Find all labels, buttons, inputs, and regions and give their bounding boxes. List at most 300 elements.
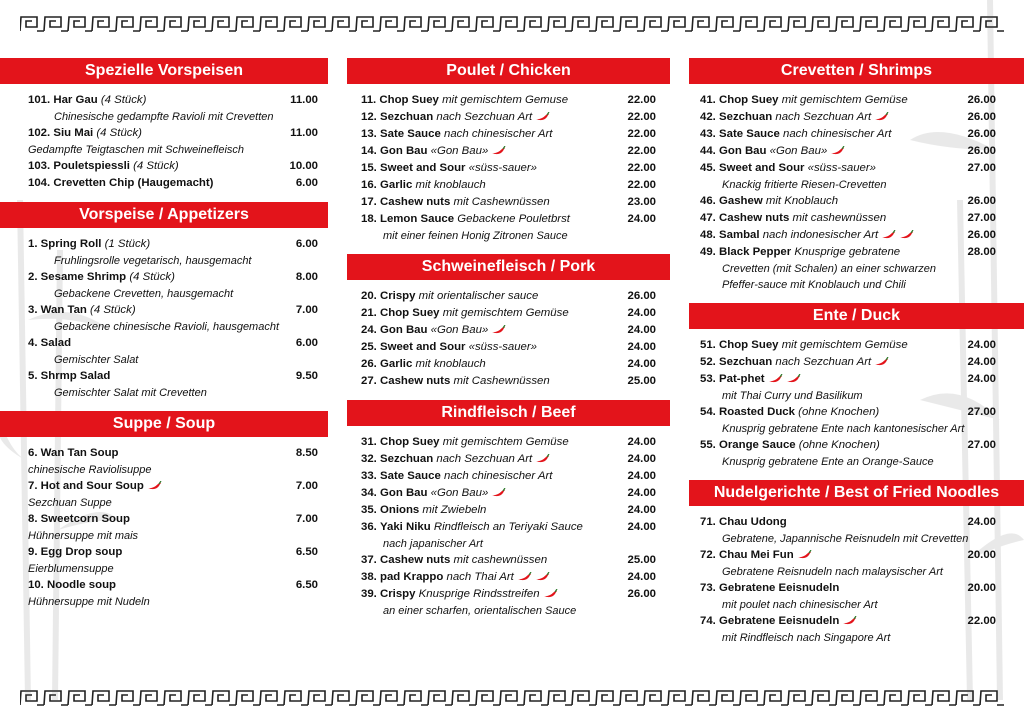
item-price: 24.00 [627, 307, 656, 319]
menu-item [689, 92, 1024, 109]
item-number: 47. [700, 212, 716, 224]
chili-pepper-icon [881, 230, 896, 239]
item-name: Sweetcorn Soup [40, 513, 130, 525]
item-name: Sweet and Sour [380, 162, 466, 174]
item-price: 6.00 [295, 177, 318, 189]
section-header: Poulet / Chicken [347, 58, 670, 84]
item-number: 18. [361, 213, 377, 225]
item-price: 24.00 [627, 436, 656, 448]
menu-item [347, 211, 670, 228]
menu-item [689, 371, 1024, 388]
item-price: 24.00 [627, 487, 656, 499]
item-name: Garlic [380, 358, 413, 370]
item-price: 7.00 [295, 480, 318, 492]
menu-item [689, 244, 1024, 261]
item-price: 7.00 [295, 304, 318, 316]
section-header: Rindfleisch / Beef [347, 400, 670, 426]
item-name: Chop Suey [380, 307, 440, 319]
item-description: «Gon Bau» [769, 145, 828, 157]
item-price: 26.00 [967, 229, 996, 241]
item-name: pad Krappo [380, 571, 444, 583]
menu-item [0, 335, 328, 352]
item-number: 49. [700, 246, 716, 258]
item-description: (4 Stück) [96, 127, 142, 139]
item-description: mit gemischtem Gemüse [781, 94, 908, 106]
menu-item [689, 227, 1024, 244]
item-price: 22.00 [627, 179, 656, 191]
item-price: 26.00 [627, 588, 656, 600]
item-subdescription: Fruhlingsrolle vegetarisch, hausgemacht [54, 255, 252, 267]
item-name: Lemon Sauce [380, 213, 455, 225]
item-number: 5. [28, 370, 38, 382]
section-header: Suppe / Soup [0, 411, 328, 437]
menu-section [347, 254, 670, 390]
item-number: 51. [700, 339, 716, 351]
item-price: 24.00 [627, 504, 656, 516]
item-number: 71. [700, 516, 716, 528]
item-description: Gebackene Pouletbrst [457, 213, 570, 225]
item-subdescription: Knusprig gebratene Ente nach kantonesischer Art [722, 423, 965, 435]
item-description: nach Sezchuan Art [436, 111, 533, 123]
chili-pepper-icon [535, 112, 550, 121]
item-name: Gon Bau [719, 145, 767, 157]
item-name: Chop Suey [719, 339, 779, 351]
item-number: 55. [700, 439, 716, 451]
item-price: 6.50 [295, 579, 318, 591]
item-number: 13. [361, 128, 377, 140]
item-name: Cashew nuts [380, 196, 451, 208]
item-number: 12. [361, 111, 377, 123]
item-name: Orange Sauce [719, 439, 796, 451]
chili-pepper-icon [874, 112, 889, 121]
item-description: nach chinesischer Art [443, 128, 553, 140]
item-price: 24.00 [967, 356, 996, 368]
item-subdescription: Gebratene Reisnudeln nach malaysischer Art [722, 566, 943, 578]
item-price: 22.00 [627, 128, 656, 140]
item-description: (4 Stück) [90, 304, 136, 316]
item-number: 48. [700, 229, 716, 241]
item-number: 43. [700, 128, 716, 140]
item-name: Cashew nuts [380, 554, 451, 566]
item-name: Crevetten Chip (Haugemacht) [53, 177, 214, 189]
item-number: 42. [700, 111, 716, 123]
item-subdescription: Gemischter Salat mit Crevetten [54, 387, 207, 399]
item-name: Black Pepper [719, 246, 792, 258]
menu-section [689, 303, 1024, 470]
menu-section [689, 480, 1024, 646]
item-number: 2. [28, 271, 38, 283]
item-price: 26.00 [967, 145, 996, 157]
menu-item [347, 468, 670, 485]
item-number: 103. [28, 160, 51, 172]
item-name: Chop Suey [719, 94, 779, 106]
menu-item [347, 552, 670, 569]
item-price: 22.00 [627, 111, 656, 123]
item-subdescription: Gedampfte Teigtaschen mit Schweinefleisch [28, 144, 245, 156]
menu-column-1 [0, 58, 328, 620]
menu-item [0, 544, 328, 561]
item-price: 6.00 [295, 337, 318, 349]
item-description: (ohne Knochen) [798, 439, 880, 451]
top-greek-key-border [20, 16, 1004, 32]
item-name: Chau Udong [719, 516, 787, 528]
item-subdescription: Pfeffer-sauce mit Knoblauch und Chili [722, 279, 906, 291]
item-price: 24.00 [627, 470, 656, 482]
menu-item [0, 158, 328, 175]
menu-item [347, 569, 670, 586]
item-number: 54. [700, 406, 716, 418]
menu-item [347, 92, 670, 109]
item-description: mit Zwiebeln [422, 504, 487, 516]
item-number: 41. [700, 94, 716, 106]
item-number: 74. [700, 615, 716, 627]
menu-item [689, 580, 1024, 597]
menu-section [0, 58, 328, 192]
item-price: 8.50 [295, 447, 318, 459]
item-description: mit orientalischer sauce [418, 290, 539, 302]
chili-pepper-icon [147, 481, 162, 490]
item-number: 53. [700, 373, 716, 385]
menu-item [0, 92, 328, 109]
item-number: 11. [361, 94, 377, 106]
menu-item [0, 125, 328, 142]
item-description: mit knoblauch [415, 179, 486, 191]
item-number: 36. [361, 521, 377, 533]
menu-item [347, 288, 670, 305]
item-number: 45. [700, 162, 716, 174]
item-number: 1. [28, 238, 38, 250]
item-description: mit Knoblauch [765, 195, 839, 207]
menu-item [347, 373, 670, 390]
item-name: Chau Mei Fun [719, 549, 794, 561]
menu-column-3 [689, 58, 1024, 656]
item-subdescription: nach japanischer Art [383, 538, 483, 550]
menu-item [0, 269, 328, 286]
item-name: Wan Tan [40, 304, 87, 316]
item-subdescription: Gebackene Crevetten, hausgemacht [54, 288, 234, 300]
item-subdescription: Gemischter Salat [54, 354, 139, 366]
item-price: 20.00 [967, 549, 996, 561]
item-subdescription: Hühnersuppe mit Nudeln [28, 596, 150, 608]
item-description: nach indonesischer Art [762, 229, 879, 241]
chili-pepper-icon [535, 454, 550, 463]
item-number: 46. [700, 195, 716, 207]
item-number: 34. [361, 487, 377, 499]
item-subdescription: mit Thai Curry und Basilikum [722, 390, 863, 402]
menu-item [347, 451, 670, 468]
item-number: 21. [361, 307, 377, 319]
menu-item [347, 502, 670, 519]
item-name: Egg Drop soup [40, 546, 123, 558]
menu-item [689, 126, 1024, 143]
item-name: Crispy [380, 290, 416, 302]
item-price: 26.00 [627, 290, 656, 302]
item-number: 8. [28, 513, 38, 525]
item-name: Cashew nuts [719, 212, 790, 224]
item-subdescription: mit Rindfleisch nach Singapore Art [722, 632, 891, 644]
item-name: Gebratene Eeisnudeln [719, 615, 840, 627]
item-name: Sate Sauce [719, 128, 780, 140]
item-price: 24.00 [627, 324, 656, 336]
bottom-greek-key-border [20, 690, 1004, 706]
item-name: Cashew nuts [380, 375, 451, 387]
item-description: nach chinesischer Art [443, 470, 553, 482]
item-subdescription: Hühnersuppe mit mais [28, 530, 139, 542]
item-subdescription: Gebratene, Japannische Reisnudeln mit Crevetten [722, 533, 969, 545]
menu-item [0, 445, 328, 462]
menu-item [689, 354, 1024, 371]
menu-item [347, 177, 670, 194]
menu-item [347, 485, 670, 502]
menu-item [347, 519, 670, 536]
menu-section [689, 58, 1024, 293]
menu-item [0, 236, 328, 253]
item-price: 11.00 [290, 94, 318, 106]
item-name: Siu Mai [53, 127, 94, 139]
item-price: 20.00 [967, 582, 996, 594]
menu-section [347, 58, 670, 244]
item-price: 8.00 [295, 271, 318, 283]
menu-item [347, 322, 670, 339]
item-name: Yaki Niku [380, 521, 431, 533]
chili-pepper-icon [491, 325, 506, 334]
item-name: Sate Sauce [380, 128, 441, 140]
menu-item [0, 511, 328, 528]
item-number: 7. [28, 480, 38, 492]
item-price: 24.00 [627, 521, 656, 533]
item-price: 26.00 [967, 128, 996, 140]
item-price: 27.00 [967, 212, 996, 224]
item-name: Salad [40, 337, 72, 349]
section-header: Vorspeise / Appetizers [0, 202, 328, 228]
chili-pepper-icon [543, 589, 558, 598]
section-header: Ente / Duck [689, 303, 1024, 329]
item-price: 24.00 [627, 453, 656, 465]
item-price: 28.00 [967, 246, 996, 258]
item-subdescription: Knusprig gebratene Ente an Orange-Sauce [722, 456, 934, 468]
menu-item [347, 109, 670, 126]
item-description: mit cashewnüssen [453, 554, 548, 566]
menu-item [347, 305, 670, 322]
item-number: 16. [361, 179, 377, 191]
item-description: mit gemischtem Gemüse [442, 436, 569, 448]
menu-item [689, 210, 1024, 227]
item-name: Spring Roll [40, 238, 102, 250]
menu-item [347, 160, 670, 177]
item-price: 25.00 [627, 375, 656, 387]
item-name: Sezchuan [380, 453, 434, 465]
menu-item [0, 175, 328, 192]
item-number: 15. [361, 162, 377, 174]
item-price: 24.00 [627, 341, 656, 353]
menu-item [347, 194, 670, 211]
item-description: (1 Stück) [104, 238, 151, 250]
item-description: «süss-sauer» [468, 341, 538, 353]
item-description: nach chinesischer Art [782, 128, 892, 140]
item-name: Chop Suey [380, 436, 440, 448]
item-description: nach Sezchuan Art [775, 111, 872, 123]
section-header: Crevetten / Shrimps [689, 58, 1024, 84]
chili-pepper-icon [797, 550, 812, 559]
item-name: Wan Tan Soup [40, 447, 119, 459]
item-name: Gashew [719, 195, 763, 207]
item-price: 6.50 [295, 546, 318, 558]
item-description: «Gon Bau» [430, 487, 489, 499]
item-subdescription: mit einer feinen Honig Zitronen Sauce [383, 230, 568, 242]
item-number: 14. [361, 145, 377, 157]
item-description: Rindfleisch an Teriyaki Sauce [433, 521, 583, 533]
item-price: 22.00 [627, 145, 656, 157]
item-description: mit cashewnüssen [792, 212, 887, 224]
menu-column-2 [347, 58, 670, 629]
item-name: Crispy [380, 588, 416, 600]
section-header: Nudelgerichte / Best of Fried Noodles [689, 480, 1024, 506]
item-name: Garlic [380, 179, 413, 191]
item-name: Sesame Shrimp [40, 271, 127, 283]
menu-item [347, 126, 670, 143]
menu-item [0, 302, 328, 319]
item-subdescription: Sezchuan Suppe [28, 497, 112, 509]
item-price: 24.00 [627, 358, 656, 370]
item-name: Sezchuan [380, 111, 434, 123]
item-description: mit Cashewnüssen [453, 375, 550, 387]
item-name: Sezchuan [719, 111, 773, 123]
item-description: (4 Stück) [129, 271, 175, 283]
menu-item [0, 478, 328, 495]
item-description: nach Sezchuan Art [436, 453, 533, 465]
item-price: 27.00 [967, 162, 996, 174]
menu-item [689, 143, 1024, 160]
item-description: mit gemischtem Gemuse [442, 94, 569, 106]
item-description: mit knoblauch [415, 358, 486, 370]
item-number: 44. [700, 145, 716, 157]
item-name: Chop Suey [379, 94, 439, 106]
chili-pepper-icon [786, 374, 801, 383]
item-description: «süss-sauer» [468, 162, 538, 174]
menu-item [689, 613, 1024, 630]
item-number: 32. [361, 453, 377, 465]
chili-pepper-icon [491, 146, 506, 155]
item-price: 6.00 [295, 238, 318, 250]
item-description: Knusprige gebratene [794, 246, 901, 258]
item-number: 6. [28, 447, 38, 459]
item-number: 27. [361, 375, 377, 387]
item-number: 26. [361, 358, 377, 370]
chili-pepper-icon [517, 572, 532, 581]
item-name: Sweet and Sour [719, 162, 805, 174]
item-number: 73. [700, 582, 716, 594]
item-number: 25. [361, 341, 377, 353]
item-name: Gon Bau [380, 145, 428, 157]
menu-item [689, 514, 1024, 531]
menu-item [0, 577, 328, 594]
item-price: 10.00 [289, 160, 318, 172]
item-description: «Gon Bau» [430, 324, 489, 336]
item-subdescription: Gebackene chinesische Ravioli, hausgemacht [54, 321, 280, 333]
item-price: 26.00 [967, 195, 996, 207]
menu-item [347, 434, 670, 451]
item-price: 24.00 [627, 571, 656, 583]
item-subdescription: Knackig fritierte Riesen-Crevetten [722, 179, 887, 191]
menu-item [347, 143, 670, 160]
item-description: mit Cashewnüssen [453, 196, 550, 208]
item-description: mit gemischtem Gemüse [442, 307, 569, 319]
item-price: 25.00 [627, 554, 656, 566]
item-number: 3. [28, 304, 38, 316]
item-price: 7.00 [295, 513, 318, 525]
item-name: Gebratene Eeisnudeln [719, 582, 840, 594]
item-number: 52. [700, 356, 716, 368]
item-price: 27.00 [967, 439, 996, 451]
item-price: 24.00 [967, 339, 996, 351]
item-description: «süss-sauer» [807, 162, 877, 174]
item-price: 24.00 [967, 516, 996, 528]
item-name: Sezchuan [719, 356, 773, 368]
item-name: Sweet and Sour [380, 341, 466, 353]
item-price: 23.00 [627, 196, 656, 208]
item-number: 39. [361, 588, 377, 600]
item-number: 4. [28, 337, 38, 349]
item-number: 72. [700, 549, 716, 561]
menu-item [689, 337, 1024, 354]
chili-pepper-icon [491, 488, 506, 497]
menu-item [689, 160, 1024, 177]
menu-section [347, 400, 670, 619]
item-price: 27.00 [967, 406, 996, 418]
chili-pepper-icon [768, 374, 783, 383]
item-number: 104. [28, 177, 51, 189]
item-description: «Gon Bau» [430, 145, 489, 157]
chili-pepper-icon [899, 230, 914, 239]
menu-item [347, 356, 670, 373]
item-name: Gon Bau [380, 487, 428, 499]
item-name: Har Gau [53, 94, 98, 106]
section-header: Schweinefleisch / Pork [347, 254, 670, 280]
item-subdescription: Crevetten (mit Schalen) an einer schwarzen [722, 263, 936, 275]
item-description: nach Thai Art [446, 571, 514, 583]
item-number: 31. [361, 436, 377, 448]
menu-item [689, 109, 1024, 126]
item-description: (4 Stück) [100, 94, 147, 106]
item-name: Roasted Duck [719, 406, 795, 418]
item-number: 35. [361, 504, 377, 516]
item-price: 22.00 [967, 615, 996, 627]
item-number: 24. [361, 324, 377, 336]
item-price: 26.00 [967, 111, 996, 123]
chili-pepper-icon [842, 616, 857, 625]
chili-pepper-icon [874, 357, 889, 366]
menu-item [347, 339, 670, 356]
item-name: Pat-phet [719, 373, 765, 385]
item-subdescription: mit poulet nach chinesischer Art [722, 599, 878, 611]
item-price: 24.00 [627, 213, 656, 225]
item-name: Onions [380, 504, 420, 516]
item-number: 101. [28, 94, 51, 106]
menu-item [689, 404, 1024, 421]
item-name: Sambal [719, 229, 760, 241]
item-subdescription: an einer scharfen, orientalischen Sauce [383, 605, 577, 617]
item-price: 11.00 [290, 127, 318, 139]
item-subdescription: Eierblumensuppe [28, 563, 114, 575]
menu-item [0, 368, 328, 385]
item-name: Pouletspiessli [53, 160, 130, 172]
item-price: 26.00 [967, 94, 996, 106]
item-subdescription: Chinesische gedampfte Ravioli mit Crevetten [54, 111, 274, 123]
item-number: 10. [28, 579, 44, 591]
chili-pepper-icon [830, 146, 845, 155]
item-description: Knusprige Rindsstreifen [418, 588, 540, 600]
menu-item [689, 547, 1024, 564]
